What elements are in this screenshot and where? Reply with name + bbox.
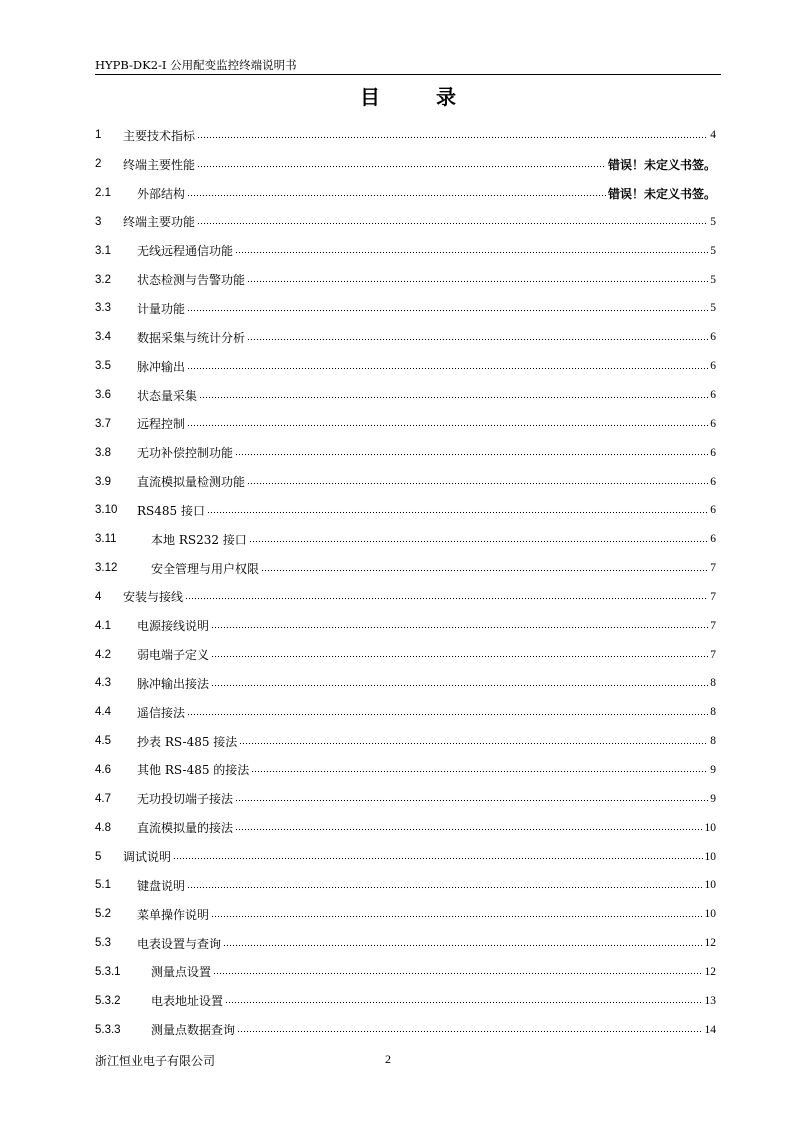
toc-entry-label: RS485 接口 <box>137 503 205 518</box>
toc-entry-page: 10 <box>704 879 716 892</box>
toc-entry-label: 测量点数据查询 <box>151 1023 236 1038</box>
toc-entry-number: 5.3.3 <box>95 1023 121 1036</box>
toc-entry-number: 4.2 <box>95 648 111 661</box>
toc-dot-leader <box>261 564 708 573</box>
toc-entry-number: 3.12 <box>95 562 118 575</box>
toc-entry-label: 菜单操作说明 <box>137 907 210 922</box>
page-header: HYPB-DK2-I 公用配变监控终端说明书 <box>95 58 721 75</box>
toc-dot-leader <box>197 217 708 226</box>
toc-entry[interactable] <box>95 957 716 986</box>
toc-entry-page: 5 <box>710 244 716 257</box>
toc-entry-page: 7 <box>710 648 716 661</box>
toc-entry-page: 10 <box>704 908 716 921</box>
toc-entry-page: 5 <box>710 273 716 286</box>
toc-entry-label: 计量功能 <box>137 301 186 316</box>
toc-entry-page: 8 <box>710 677 716 690</box>
toc-entry-page: 7 <box>710 562 716 575</box>
toc-dot-leader <box>187 189 606 198</box>
toc-entry-label: 外部结构 <box>137 186 186 201</box>
toc-entry[interactable] <box>95 467 716 496</box>
toc-entry-label: 直流模拟量检测功能 <box>137 475 246 490</box>
toc-dot-leader <box>207 506 708 515</box>
toc-entry-number: 5.3.2 <box>95 994 121 1007</box>
toc-dot-leader <box>251 765 708 774</box>
toc-entry-label: 电表地址设置 <box>151 994 224 1009</box>
toc-entry-number: 3.4 <box>95 331 111 344</box>
toc-entry-number: 4.1 <box>95 619 111 632</box>
table-of-contents <box>95 121 716 1044</box>
toc-dot-leader <box>187 362 708 371</box>
toc-dot-leader <box>225 996 702 1005</box>
toc-entry[interactable] <box>95 813 716 842</box>
toc-entry[interactable] <box>95 294 716 323</box>
toc-entry-page: 错误！未定义书签。 <box>607 157 716 172</box>
toc-entry-page: 6 <box>710 504 716 517</box>
toc-entry[interactable] <box>95 842 716 871</box>
toc-entry-number: 3.3 <box>95 302 111 315</box>
toc-entry-label: 脉冲输出接法 <box>137 676 210 691</box>
toc-entry[interactable] <box>95 611 716 640</box>
toc-entry-number: 3.2 <box>95 273 111 286</box>
toc-entry-label: 安装与接线 <box>123 590 184 605</box>
toc-entry-page: 9 <box>710 763 716 776</box>
toc-dot-leader <box>235 823 702 832</box>
footer-page-number: 2 <box>385 1052 391 1066</box>
toc-dot-leader <box>197 160 606 169</box>
toc-dot-leader <box>237 1025 702 1034</box>
toc-entry-page: 8 <box>710 706 716 719</box>
toc-entry-label: 终端主要功能 <box>123 215 196 230</box>
toc-entry[interactable] <box>95 409 716 438</box>
toc-entry[interactable] <box>95 496 716 525</box>
toc-entry-number: 3 <box>95 215 102 228</box>
toc-entry[interactable] <box>95 1015 716 1044</box>
toc-entry[interactable] <box>95 784 716 813</box>
toc-entry-page: 8 <box>710 735 716 748</box>
toc-entry-label: 无功投切端子接法 <box>137 792 234 807</box>
toc-entry-label: 本地 RS232 接口 <box>151 532 247 547</box>
toc-dot-leader <box>213 967 702 976</box>
toc-entry-page: 6 <box>710 360 716 373</box>
toc-dot-leader <box>235 448 708 457</box>
toc-entry-number: 3.9 <box>95 475 111 488</box>
toc-entry-number: 4.4 <box>95 706 111 719</box>
toc-entry-page: 14 <box>704 1023 716 1036</box>
toc-dot-leader <box>185 592 708 601</box>
toc-dot-leader <box>187 881 702 890</box>
toc-entry-page: 7 <box>710 619 716 632</box>
toc-dot-leader <box>187 419 708 428</box>
toc-entry-label: 数据采集与统计分析 <box>137 330 246 345</box>
toc-entry-number: 5.3.1 <box>95 965 121 978</box>
toc-entry[interactable] <box>95 900 716 929</box>
toc-entry-number: 4.7 <box>95 792 111 805</box>
toc-entry[interactable] <box>95 236 716 265</box>
toc-entry-number: 3.8 <box>95 446 111 459</box>
toc-dot-leader <box>197 131 708 140</box>
toc-dot-leader <box>211 910 702 919</box>
toc-entry-number: 5.2 <box>95 908 111 921</box>
toc-entry-number: 4 <box>95 590 102 603</box>
toc-entry[interactable] <box>95 583 716 612</box>
toc-entry-number: 5.1 <box>95 879 111 892</box>
toc-entry[interactable] <box>95 640 716 669</box>
toc-entry[interactable] <box>95 323 716 352</box>
toc-entry-number: 4.8 <box>95 821 111 834</box>
toc-entry-number: 3.11 <box>95 533 117 546</box>
toc-entry-number: 4.3 <box>95 677 111 690</box>
toc-dot-leader <box>249 535 708 544</box>
toc-entry[interactable] <box>95 727 716 756</box>
toc-dot-leader <box>187 304 708 313</box>
toc-dot-leader <box>173 852 702 861</box>
toc-entry-label: 抄表 RS-485 接法 <box>137 734 238 749</box>
toc-entry-label: 电表设置与查询 <box>137 936 222 951</box>
toc-entry-page: 错误！未定义书签。 <box>607 186 716 201</box>
toc-entry[interactable] <box>95 121 716 150</box>
toc-entry-number: 3.7 <box>95 417 111 430</box>
toc-entry[interactable] <box>95 871 716 900</box>
toc-dot-leader <box>187 708 708 717</box>
toc-entry-label: 直流模拟量的接法 <box>137 821 234 836</box>
toc-dot-leader <box>199 391 708 400</box>
toc-dot-leader <box>239 737 708 746</box>
toc-entry[interactable] <box>95 352 716 381</box>
toc-entry-page: 12 <box>704 937 716 950</box>
toc-entry-label: 其他 RS-485 的接法 <box>137 763 250 778</box>
toc-entry-number: 3.6 <box>95 389 111 402</box>
toc-entry-page: 12 <box>704 965 716 978</box>
toc-entry[interactable] <box>95 525 716 554</box>
toc-entry[interactable] <box>95 150 716 179</box>
toc-dot-leader <box>211 679 708 688</box>
toc-entry-number: 1 <box>95 129 102 142</box>
toc-dot-leader <box>223 939 702 948</box>
toc-entry[interactable] <box>95 554 716 583</box>
toc-entry-label: 脉冲输出 <box>137 359 186 374</box>
toc-entry-page: 6 <box>710 475 716 488</box>
footer-company: 浙江恒业电子有限公司 <box>95 1054 216 1068</box>
toc-entry-label: 无功补偿控制功能 <box>137 446 234 461</box>
toc-dot-leader <box>247 477 708 486</box>
toc-entry[interactable] <box>95 381 716 410</box>
toc-entry-number: 3.1 <box>95 244 111 257</box>
toc-entry-page: 6 <box>710 389 716 402</box>
toc-entry-page: 13 <box>704 994 716 1007</box>
toc-entry-label: 远程控制 <box>137 417 186 432</box>
toc-entry-number: 2 <box>95 158 102 171</box>
toc-entry[interactable] <box>95 265 716 294</box>
toc-entry-label: 主要技术指标 <box>123 128 196 143</box>
toc-entry-page: 6 <box>710 417 716 430</box>
toc-entry-number: 4.5 <box>95 735 111 748</box>
toc-entry[interactable] <box>95 756 716 785</box>
toc-entry-page: 4 <box>710 129 716 142</box>
toc-entry-number: 2.1 <box>95 187 111 200</box>
toc-entry[interactable] <box>95 208 716 237</box>
toc-entry-label: 遥信接法 <box>137 705 186 720</box>
toc-entry-label: 终端主要性能 <box>123 157 196 172</box>
toc-entry-label: 调试说明 <box>123 850 172 865</box>
toc-entry[interactable] <box>95 986 716 1015</box>
toc-entry-label: 电源接线说明 <box>137 619 210 634</box>
toc-entry-number: 4.6 <box>95 763 111 776</box>
toc-entry-number: 5.3 <box>95 937 111 950</box>
toc-entry-number: 5 <box>95 850 102 863</box>
toc-dot-leader <box>211 621 708 630</box>
toc-entry-page: 6 <box>710 446 716 459</box>
toc-dot-leader <box>235 794 708 803</box>
toc-entry-label: 弱电端子定义 <box>137 648 210 663</box>
toc-entry-page: 10 <box>704 821 716 834</box>
toc-dot-leader <box>235 246 708 255</box>
toc-entry-label: 安全管理与用户权限 <box>151 561 260 576</box>
toc-entry-page: 9 <box>710 792 716 805</box>
toc-entry-page: 5 <box>710 302 716 315</box>
toc-entry[interactable] <box>95 179 716 208</box>
toc-entry-label: 状态量采集 <box>137 388 198 403</box>
toc-entry-label: 测量点设置 <box>151 965 212 980</box>
toc-entry-number: 3.5 <box>95 360 111 373</box>
toc-dot-leader <box>211 650 708 659</box>
toc-entry[interactable] <box>95 669 716 698</box>
toc-dot-leader <box>247 275 708 284</box>
toc-entry-number: 3.10 <box>95 504 118 517</box>
toc-dot-leader <box>247 333 708 342</box>
toc-entry-label: 状态检测与告警功能 <box>137 273 246 288</box>
toc-entry-page: 5 <box>710 215 716 228</box>
toc-entry[interactable] <box>95 929 716 958</box>
toc-entry-page: 6 <box>710 533 716 546</box>
toc-entry-label: 无线远程通信功能 <box>137 244 234 259</box>
toc-entry-page: 7 <box>710 590 716 603</box>
toc-entry-page: 6 <box>710 331 716 344</box>
toc-entry-label: 键盘说明 <box>137 878 186 893</box>
toc-entry[interactable] <box>95 438 716 467</box>
toc-entry-page: 10 <box>704 850 716 863</box>
toc-entry[interactable] <box>95 698 716 727</box>
page-title: 目录 <box>360 85 512 109</box>
